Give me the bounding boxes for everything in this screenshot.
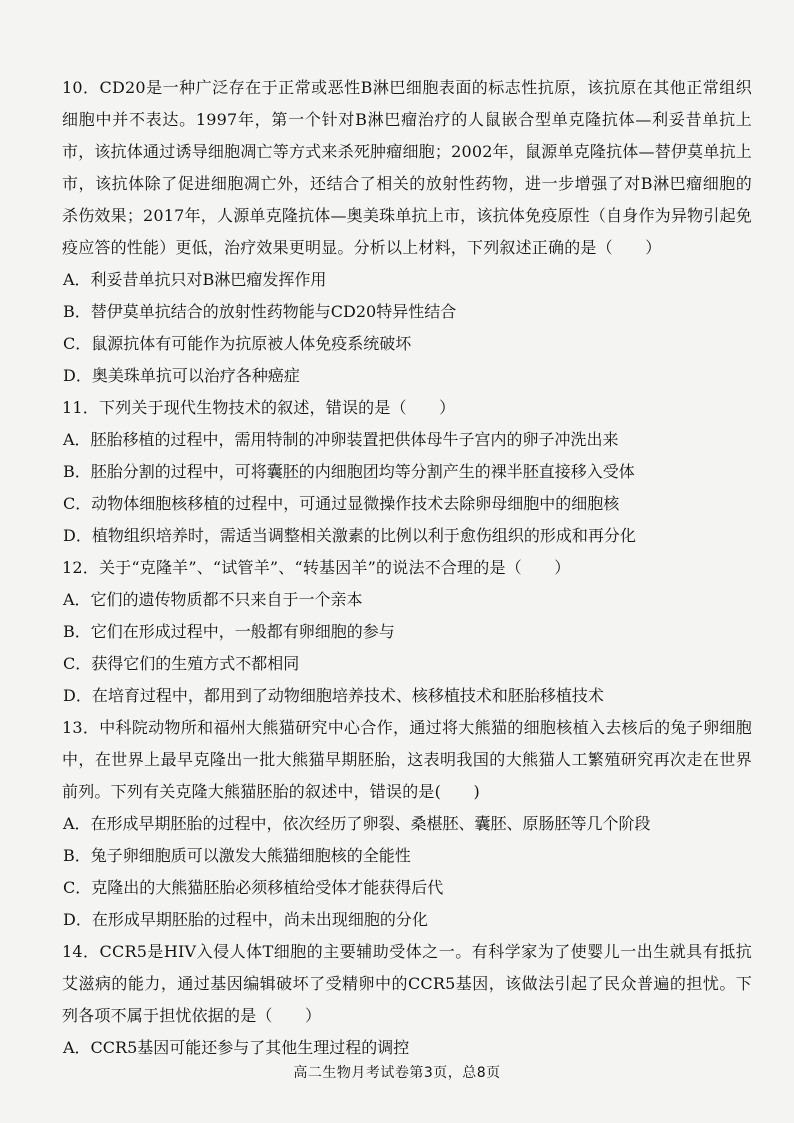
question-stem: 12．关于“克隆羊”、“试管羊”、“转基因羊”的说法不合理的是（ ） [62,558,571,577]
option-d: D．在形成早期胚胎的过程中，尚未出现细胞的分化 [63,910,428,929]
option-a: A．利妥昔单抗只对B淋巴瘤发挥作用 [63,270,327,289]
option-b: B．胚胎分割的过程中，可将囊胚的内细胞团均等分割产生的裸半胚直接移入受体 [63,462,635,481]
question-stem: 13．中科院动物所和福州大熊猫研究中心合作，通过将大熊猫的细胞核植入去核后的兔子卵细胞中，在世界上最早克隆出一批大熊猫早期胚胎，这表明我国的大熊猫人工繁殖研究再次走在世界前列。下列有关克隆大熊猫胚胎的叙述中，错误的是( ) [62,718,752,801]
question-14 [62,936,752,1064]
option-b: B．替伊莫单抗结合的放射性药物能与CD20特异性结合 [63,302,457,321]
option-a: A．CCR5基因可能还参与了其他生理过程的调控 [63,1038,410,1057]
option-a: A．在形成早期胚胎的过程中，依次经历了卵裂、桑椹胚、囊胚、原肠胚等几个阶段 [63,814,651,833]
question-10 [62,72,752,392]
option-c: C．获得它们的生殖方式不都相同 [63,654,300,673]
question-11 [62,392,752,552]
question-13 [62,712,752,936]
question-stem: 14．CCR5是HIV入侵人体T细胞的主要辅助受体之一。有科学家为了使婴儿一出生就具有抵抗艾滋病的能力，通过基因编辑破坏了受精卵中的CCR5基因，该做法引起了民众普遍的担忧。下列各项不属于担忧依据的是（ ） [62,942,752,1025]
option-d: D．在培育过程中，都用到了动物细胞培养技术、核移植技术和胚胎移植技术 [63,686,604,705]
option-d: D．植物组织培养时，需适当调整相关激素的比例以利于愈伤组织的形成和再分化 [63,526,636,545]
page-footer: 高二生物月考试卷第3页，总8页 [293,1065,501,1081]
option-d: D．奥美珠单抗可以治疗各种癌症 [63,366,300,385]
option-c: C．动物体细胞核移植的过程中，可通过显微操作技术去除卵母细胞中的细胞核 [63,494,620,513]
question-list [62,72,752,1064]
question-stem: 11．下列关于现代生物技术的叙述，错误的是（ ） [62,398,456,417]
option-c: C．克隆出的大熊猫胚胎必须移植给受体才能获得后代 [63,878,444,897]
option-c: C．鼠源抗体有可能作为抗原被人体免疫系统破坏 [63,334,412,353]
option-a: A．它们的遗传物质都不只来自于一个亲本 [63,590,363,609]
option-a: A．胚胎移植的过程中，需用特制的冲卵装置把供体母牛子宫内的卵子冲洗出来 [63,430,619,449]
option-b: B．它们在形成过程中，一般都有卵细胞的参与 [63,622,395,641]
question-12 [62,552,752,712]
question-stem: 10．CD20是一种广泛存在于正常或恶性B淋巴细胞表面的标志性抗原，该抗原在其他正常组织细胞中并不表达。1997年，第一个针对B淋巴瘤治疗的人鼠嵌合型单克隆抗体—利妥昔单抗上市，该抗体通过诱导细胞凋亡等方式来杀死肿瘤细胞；2002年，鼠源单克隆抗体—替伊莫单抗上市，该抗体除了促进细胞凋亡外，还结合了相关的放射性药物，进一步增强了对B淋巴瘤细胞的杀伤效果；2017年，人源单克隆抗体—奥美珠单抗上市，该抗体免疫原性（自身作为异物引起免疫应答的性能）更低，治疗效果更明显。分析以上材料，下列叙述正确的是（ ） [62,78,752,257]
option-b: B．兔子卵细胞质可以激发大熊猫细胞核的全能性 [63,846,411,865]
